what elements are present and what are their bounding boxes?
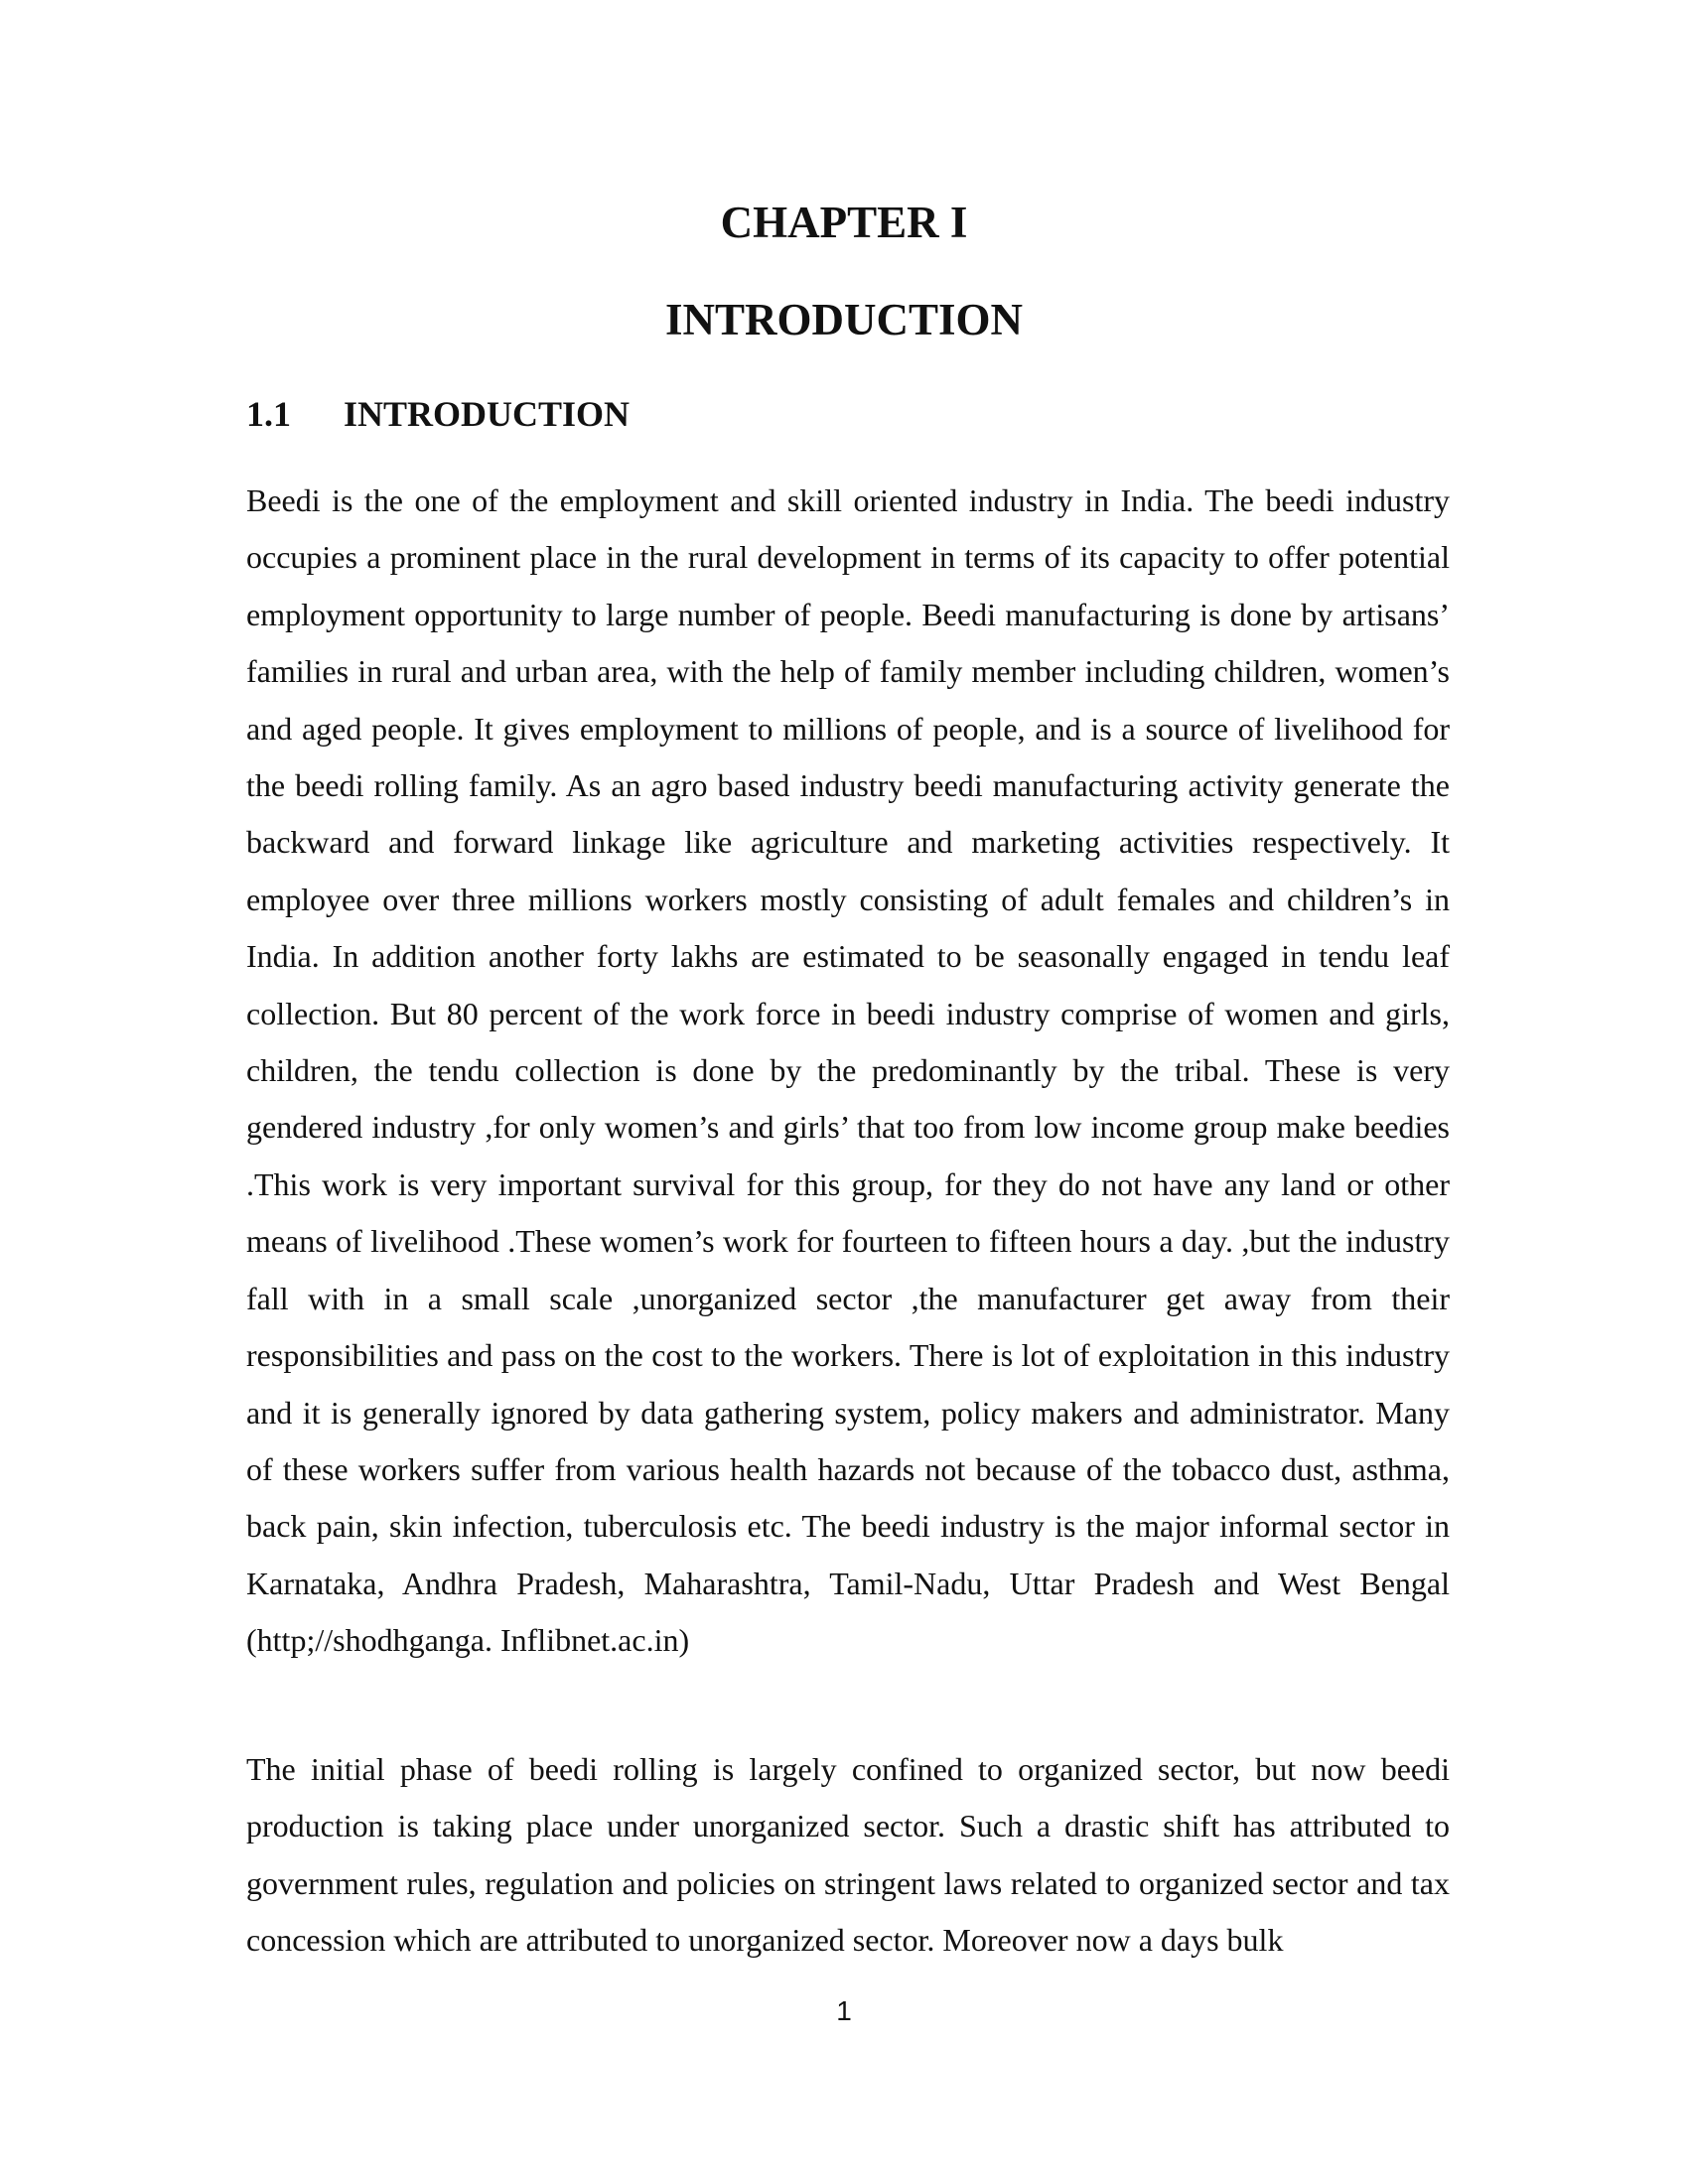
section-number: 1.1 [246, 394, 291, 434]
section-heading [246, 389, 630, 439]
chapter-title: INTRODUCTION [664, 295, 1024, 344]
page-number: 1 [836, 1995, 852, 2026]
section-title: INTRODUCTION [344, 394, 631, 434]
chapter-label: CHAPTER I [720, 198, 968, 247]
body-paragraph-1: Beedi is the one of the employment and skill oriented industry in India. The beedi industry occupies a prominent place in the rural development in terms of its capacity to offer potential employment opportunity to large number of people. Beedi manufacturing is done by artisans’ families in rural and urban area, with the help of family member including children, women’s and aged people. It gives employment to millions of people, and is a source of livelihood for the beedi rolling family. As an agro based industry beedi manufacturing activity generate the backward and forward linkage like agriculture and marketing activities respectively. It employee over three millions workers mostly consisting of adult females and children’s in India. In addition another forty lakhs are estimated to be seasonally engaged in tendu leaf collection. But 80 percent of the work force in beedi industry comprise of women and girls, children, the tendu collection is done by the predominantly by the tribal. These is very gendered industry ,for only women’s and girls’ that too from low income group make beedies .This work is very important survival for this group, for they do not have any land or other means of livelihood .These women’s work for fourteen to fifteen hours a day. ,but the industry fall with in a small scale ,unorganized sector ,the manufacturer get away from their responsibilities and pass on the cost to the workers. There is lot of exploitation in this industry and it is generally ignored by data gathering system, policy makers and administrator. Many of these workers suffer from various health hazards not because of the tobacco dust, asthma, back pain, skin infection, tuberculosis etc. The beedi industry is the major informal sector in Karnataka, Andhra Pradesh, Maharashtra, Tamil-Nadu, Uttar Pradesh and West Bengal (http;//shodhganga. Inflibnet.ac.in) [246, 482, 1450, 1659]
body-paragraph-2: The initial phase of beedi rolling is largely confined to organized sector, but now beedi production is taking place under unorganized sector. Such a drastic shift has attributed to government rules, regulation and policies on stringent laws related to organized sector and tax concession which are attributed to unorganized sector. Moreover now a days bulk [246, 1751, 1450, 1959]
